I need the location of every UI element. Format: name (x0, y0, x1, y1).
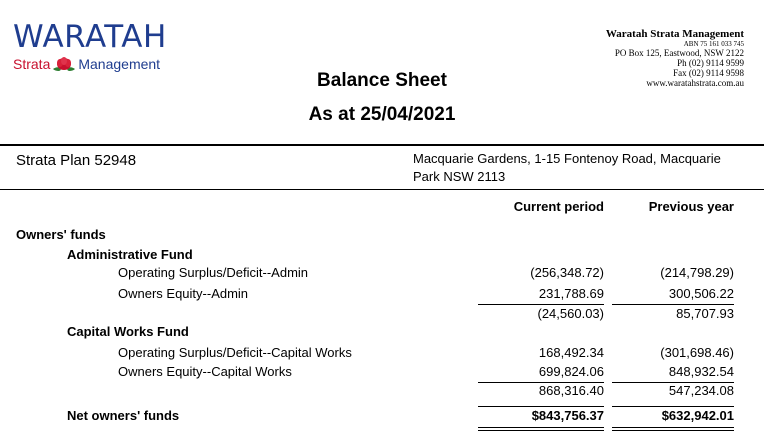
company-abn: ABN 75 161 033 745 (683, 40, 744, 48)
report-date: As at 25/04/2021 (308, 104, 456, 125)
company-po-box: PO Box 125, Eastwood, NSW 2122 (614, 48, 744, 58)
company-website: www.waratahstrata.com.au (646, 78, 744, 88)
net-double-rule-previous-1 (612, 427, 734, 428)
cap-total-current: 868,316.40 (538, 383, 604, 398)
logo-strata-text: Strata (13, 56, 51, 72)
net-owners-current: $843,756.37 (531, 408, 604, 423)
report-title: Balance Sheet (317, 70, 447, 91)
net-rule-current (478, 406, 604, 407)
cap-surplus-previous: (301,698.46) (660, 345, 734, 360)
section-owners-funds: Owners' funds (16, 227, 106, 242)
admin-total-current: (24,560.03) (537, 306, 604, 321)
admin-surplus-previous: (214,798.29) (660, 265, 734, 280)
header-divider (0, 144, 764, 146)
section-admin-fund: Administrative Fund (67, 247, 193, 262)
row-label-net-owners-funds: Net owners' funds (67, 408, 180, 423)
section-capital-works-fund: Capital Works Fund (67, 324, 189, 339)
column-previous-year: Previous year (648, 199, 734, 214)
net-double-rule-previous-2 (612, 430, 734, 431)
row-label-cap-surplus: Operating Surplus/Deficit--Capital Works (118, 345, 352, 360)
admin-subtotal-rule-previous (612, 304, 734, 305)
strata-plan-name: Strata Plan 52948 (16, 152, 137, 169)
admin-subtotal-rule-current (478, 304, 604, 305)
logo-wordmark: WARATAH (13, 19, 167, 55)
row-label-admin-equity: Owners Equity--Admin (118, 286, 249, 301)
admin-surplus-current: (256,348.72) (530, 265, 604, 280)
column-current-period: Current period (513, 199, 604, 214)
company-phone: Ph (02) 9114 9599 (677, 58, 744, 68)
company-name: Waratah Strata Management (605, 28, 744, 40)
company-logo (13, 19, 167, 72)
admin-equity-previous: 300,506.22 (668, 286, 734, 301)
cap-surplus-current: 168,492.34 (538, 345, 604, 360)
net-rule-previous (612, 406, 734, 407)
cap-equity-previous: 848,932.54 (668, 364, 734, 379)
plan-divider (0, 189, 764, 190)
cap-equity-current: 699,824.06 (538, 364, 604, 379)
net-owners-previous: $632,942.01 (661, 408, 734, 423)
row-label-admin-surplus: Operating Surplus/Deficit--Admin (118, 265, 309, 280)
net-double-rule-current-1 (478, 427, 604, 428)
row-label-cap-equity: Owners Equity--Capital Works (118, 364, 292, 379)
company-fax: Fax (02) 9114 9598 (673, 68, 744, 78)
cap-total-previous: 547,234.08 (668, 383, 734, 398)
address-line-2: Park NSW 2113 (413, 169, 506, 184)
logo-management-text: Management (78, 56, 161, 72)
admin-total-previous: 85,707.93 (676, 306, 734, 321)
net-double-rule-current-2 (478, 430, 604, 431)
admin-equity-current: 231,788.69 (538, 286, 604, 301)
plan-address (413, 150, 758, 186)
address-line-1: Macquarie Gardens, 1-15 Fontenoy Road, Macquarie (413, 151, 721, 166)
